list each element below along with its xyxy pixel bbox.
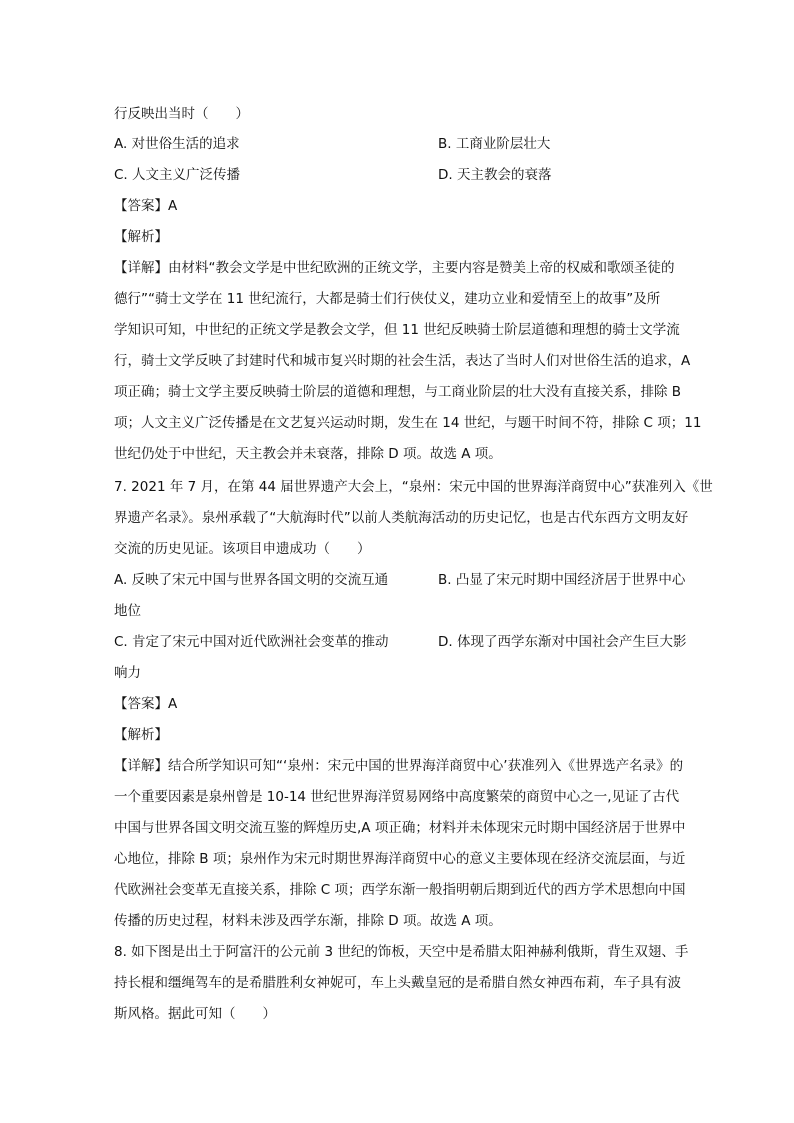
q7-option-a-wrap: 地位 (114, 603, 141, 619)
q6-detail-line: 项；人文主义广泛传播是在文艺复兴运动时期，发生在 14 世纪，与题干时间不符，排除 C 项；11 (114, 415, 702, 431)
q6-option-d: D. 天主教会的衰落 (438, 167, 552, 183)
q6-answer: 【答案】A (114, 198, 178, 214)
q8-stem-line: 斯风格。据此可知（ ） (114, 1006, 276, 1022)
q7-stem-line: 界遗产名录》。泉州承载了“大航海时代”以前人类航海活动的历史记忆，也是古代东西方文明友好 (114, 510, 689, 526)
q7-detail-line: 一个重要因素是泉州曾是 10-14 世纪世界海洋贸易网络中高度繁荣的商贸中心之一,见证了古代 (114, 789, 680, 805)
q7-answer: 【答案】A (114, 696, 178, 712)
q7-option-b: B. 凸显了宋元时期中国经济居于世界中心 (438, 572, 686, 588)
q7-option-a: A. 反映了宋元中国与世界各国文明的交流互通 (114, 572, 389, 588)
q8-stem-line: 持长棍和缰绳驾车的是希腊胜利女神妮可，车上头戴皇冠的是希腊自然女神西布莉，车子具有波 (114, 975, 681, 991)
q7-option-c: C. 肯定了宋元中国对近代欧洲社会变革的推动 (114, 634, 389, 650)
q7-detail-line: 心地位，排除 B 项；泉州作为宋元时期世界海洋商贸中心的意义主要体现在经济交流层面，与近 (114, 851, 686, 867)
q6-detail-line: 项正确；骑士文学主要反映骑士阶层的道德和理想，与工商业阶层的壮大没有直接关系，排除 B (114, 384, 682, 400)
q6-stem-tail: 行反映出当时（ ） (114, 106, 249, 122)
q7-detail-line: 中国与世界各国文明交流互鉴的辉煌历史,A 项正确；材料并未体现宋元时期中国经济居于世界中 (114, 820, 686, 836)
q7-detail-line: 传播的历史过程，材料未涉及西学东渐，排除 D 项。故选 A 项。 (114, 913, 502, 929)
q6-detail-line: 【详解】由材料“教会文学是中世纪欧洲的正统文学，主要内容是赞美上帝的权威和歌颂圣徒的 (114, 260, 675, 276)
q7-stem-line: 7. 2021 年 7 月，在第 44 届世界遗产大会上，“泉州：宋元中国的世界海洋商贸中心”获准列入《世 (114, 479, 713, 495)
q7-detail-line: 代欧洲社会变革无直接关系，排除 C 项；西学东渐一般指明朝后期到近代的西方学术思想向中国 (114, 882, 686, 898)
q6-detail-line: 世纪仍处于中世纪，天主教会并未衰落，排除 D 项。故选 A 项。 (114, 446, 502, 462)
q7-stem-line: 交流的历史见证。该项目申遗成功（ ） (114, 541, 371, 557)
q6-option-b: B. 工商业阶层壮大 (438, 136, 551, 152)
q8-stem-line: 8. 如下图是出土于阿富汗的公元前 3 世纪的饰板，天空中是希腊太阳神赫利俄斯，背生双翅、手 (114, 944, 689, 960)
q7-detail-line: 【详解】结合所学知识可知“‘泉州：宋元中国的世界海洋商贸中心’获准列入《世界选产名录》的 (114, 758, 684, 774)
q6-detail-line: 行，骑士文学反映了封建时代和城市复兴时期的社会生活，表达了当时人们对世俗生活的追求，A (114, 353, 691, 369)
q7-analysis-heading: 【解析】 (114, 727, 168, 743)
q7-option-d: D. 体现了西学东渐对中国社会产生巨大影 (438, 634, 687, 650)
q6-option-a: A. 对世俗生活的追求 (114, 136, 240, 152)
q6-option-c: C. 人文主义广泛传播 (114, 167, 241, 183)
q6-analysis-heading: 【解析】 (114, 229, 168, 245)
q6-detail-line: 学知识可知，中世纪的正统文学是教会文学，但 11 世纪反映骑士阶层道德和理想的骑士文学流 (114, 322, 680, 338)
q6-detail-line: 德行”“骑士文学在 11 世纪流行，大都是骑士们行侠仗义，建功立业和爱情至上的故事”及所 (114, 291, 661, 307)
q7-option-c-wrap: 响力 (114, 665, 141, 681)
